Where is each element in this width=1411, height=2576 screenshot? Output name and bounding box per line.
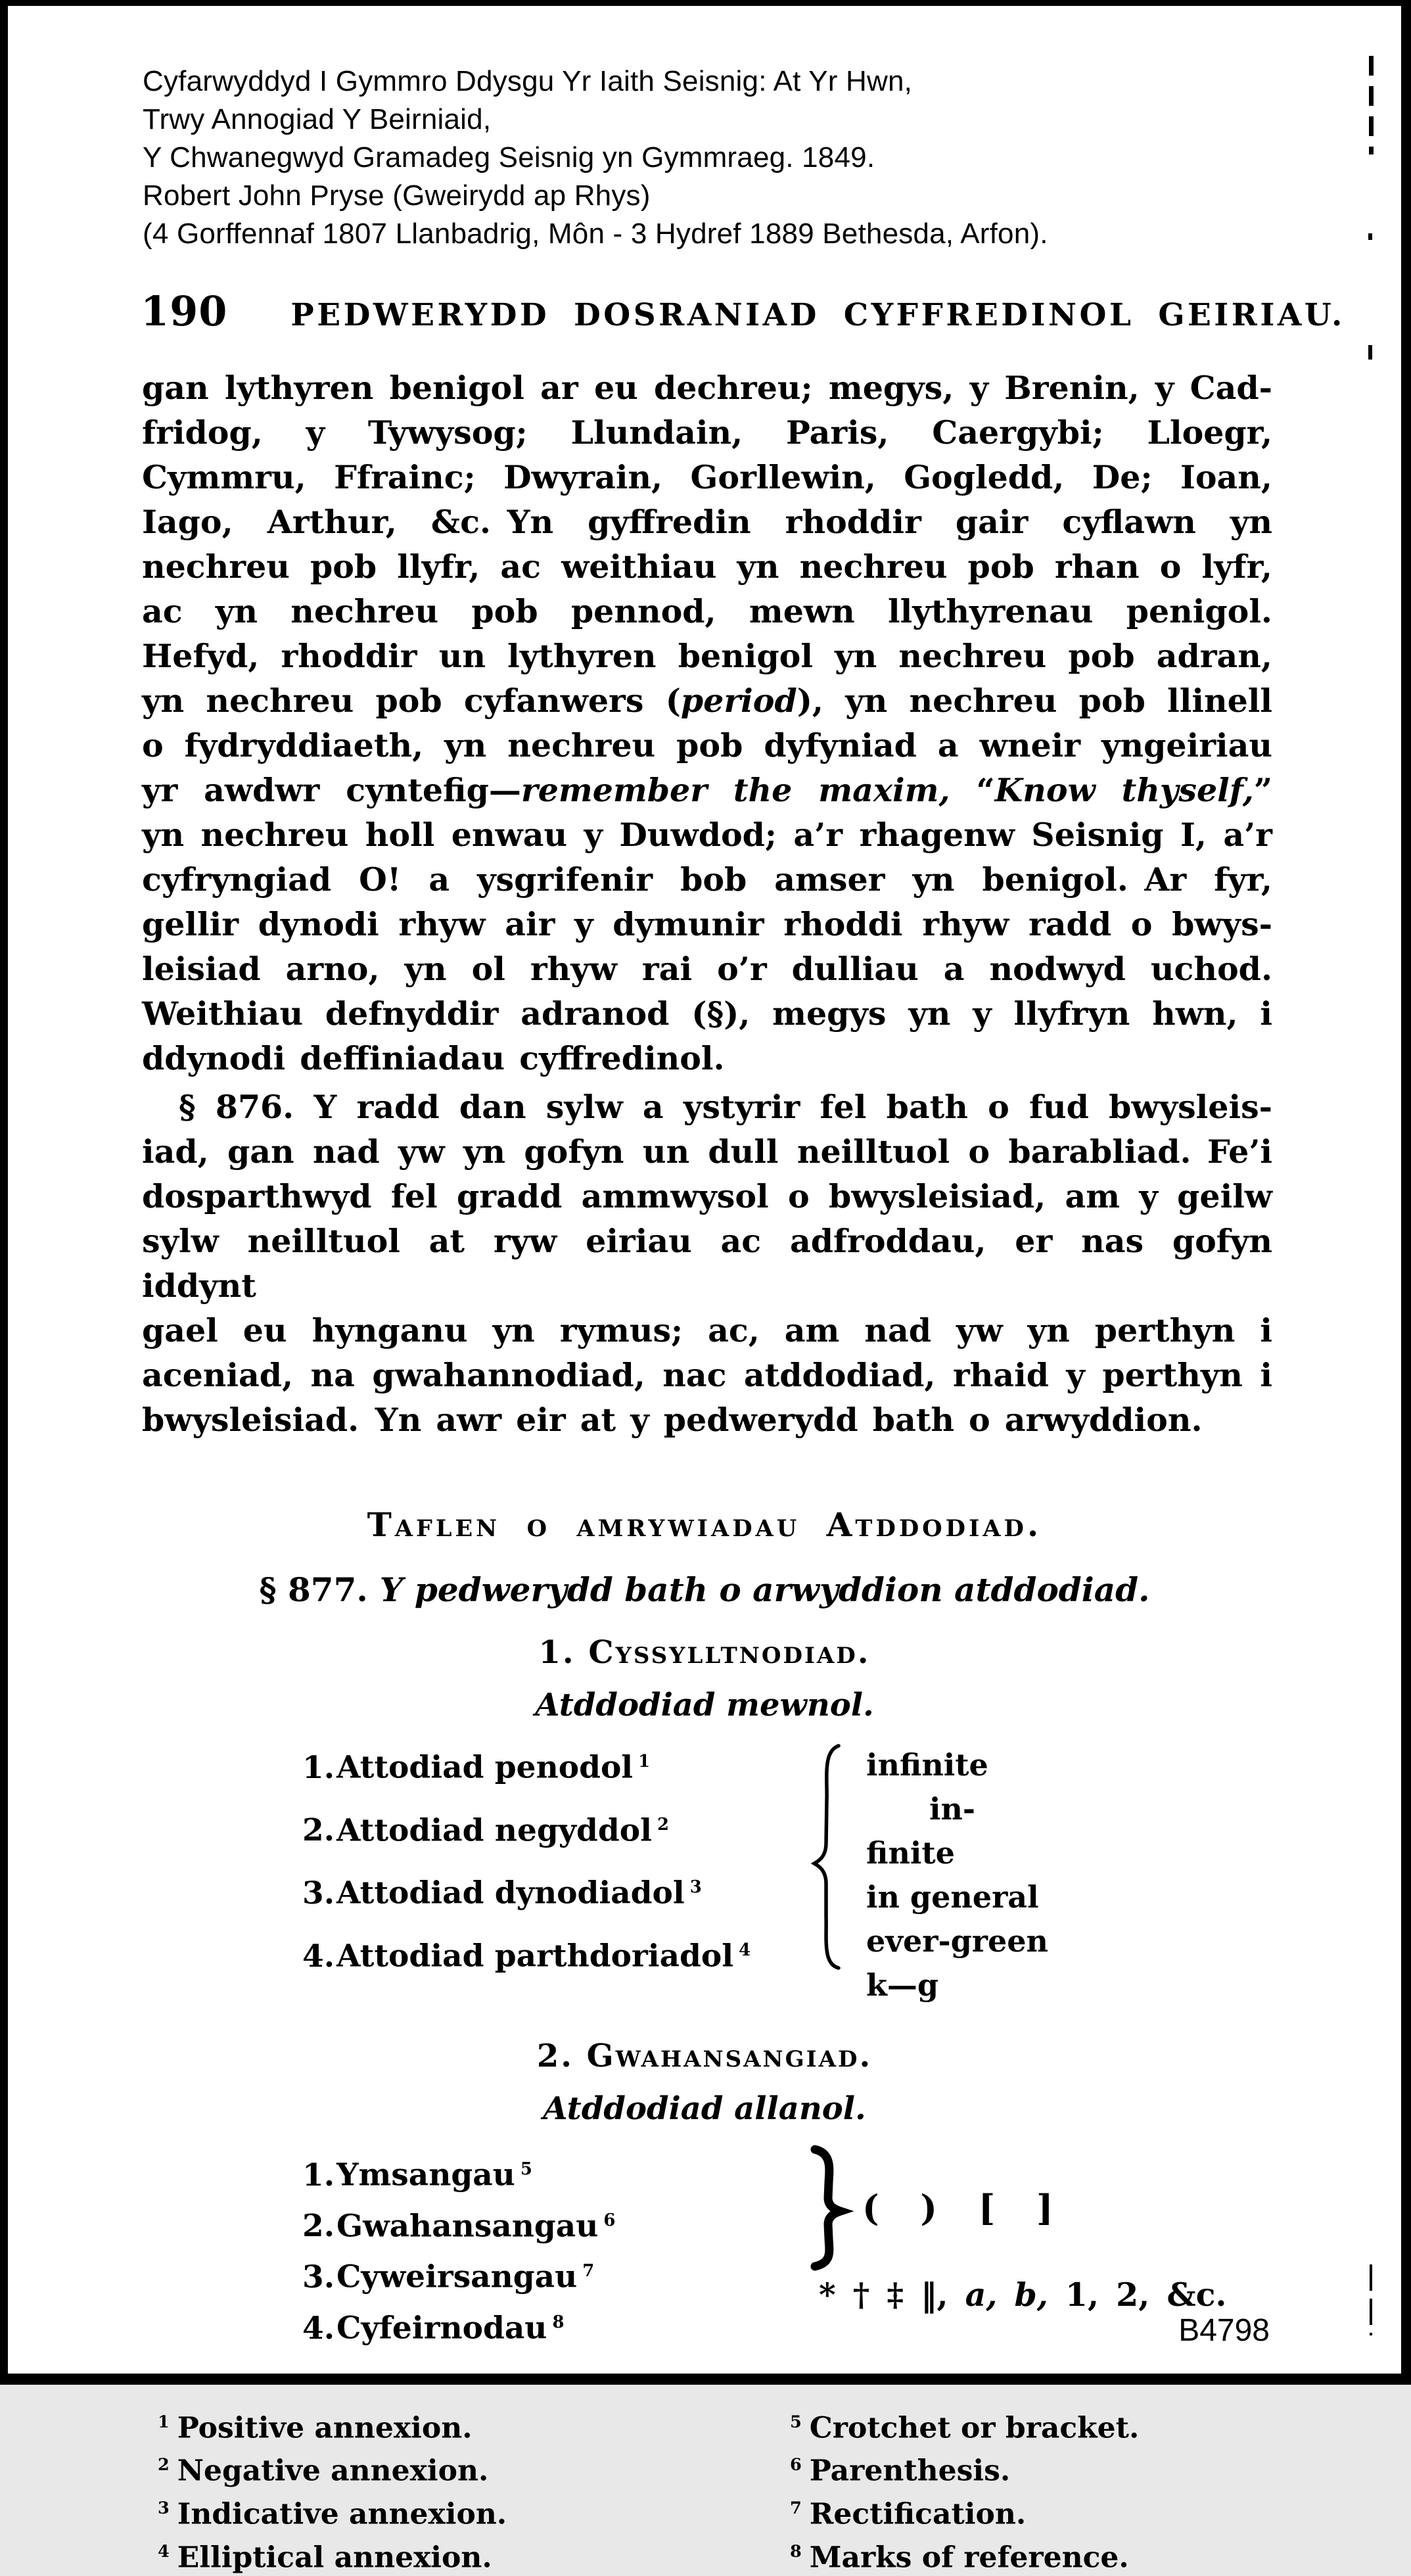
english-examples-list xyxy=(866,1743,1048,2007)
footnote xyxy=(790,2533,1139,2576)
footnote-text: Elliptical annexion. xyxy=(177,2541,492,2575)
scan-artifact-dashes xyxy=(1369,56,1374,154)
paragraph-876 xyxy=(142,1085,1272,1442)
example-item: k—g xyxy=(866,1967,939,2003)
example-item: in- xyxy=(929,1791,976,1827)
annexation-table-internal xyxy=(302,1743,1401,2007)
footnote-text: Parenthesis. xyxy=(809,2454,1011,2488)
text-line: ac yn nechreu pob pennod, mewn llythyrenau penigol. xyxy=(142,592,1272,630)
metadata-line: Y Chwanegwyd Gramadeg Seisnig yn Gymmraeg. 1849. xyxy=(143,141,875,174)
list-item xyxy=(302,1743,810,1787)
text-line xyxy=(142,768,1272,812)
item-label: Gwahansangau xyxy=(336,2208,599,2245)
list-item xyxy=(302,2300,810,2351)
text-line: leisiad arno, yn ol rhyw rai o’r dulliau a nodwyd uchod. xyxy=(142,950,1272,988)
item-number: 1. xyxy=(302,2157,335,2193)
bibliographic-metadata xyxy=(143,62,1401,253)
footnote-text: Indicative annexion. xyxy=(177,2497,507,2531)
footnote-reference: 5 xyxy=(520,2159,532,2179)
footnote xyxy=(158,2533,790,2576)
scan-artifact-dot xyxy=(1368,233,1372,240)
text-line: gan lythyren benigol ar eu dechreu; megys, y Brenin, y Cad- xyxy=(142,369,1272,407)
item-number: 2. xyxy=(302,1812,335,1849)
text-line: cyfryngiad O! a ysgrifenir bob amser yn benigol. Ar fyr, xyxy=(142,860,1272,899)
italic-symbol-segment: a, b, xyxy=(965,2276,1048,2314)
metadata-line: Trwy Annogiad Y Beirniaid, xyxy=(143,103,492,135)
section-877-heading xyxy=(8,1570,1401,1609)
footnote-text: Positive annexion. xyxy=(177,2411,473,2445)
punctuation-examples xyxy=(810,2147,1227,2314)
list-item xyxy=(302,1869,810,1912)
symbol-segment: * † ‡ ‖, xyxy=(819,2276,965,2314)
item-label: Ymsangau xyxy=(336,2157,515,2193)
footnote-column-left xyxy=(158,2404,790,2576)
paragraph-capital-letters xyxy=(142,365,1272,1081)
footnote-text: Marks of reference. xyxy=(809,2541,1129,2575)
item-label: Cyweirsangau xyxy=(336,2259,578,2295)
symbol-segment: 1, 2, &c. xyxy=(1048,2276,1227,2314)
footnotes xyxy=(158,2404,1401,2576)
bracket-symbols: ( ) [ ] xyxy=(862,2187,1061,2229)
footnote-text: Rectification. xyxy=(809,2497,1027,2531)
footnote xyxy=(158,2490,790,2533)
list-item xyxy=(302,2147,810,2198)
footnote-number: 1 xyxy=(158,2412,170,2432)
subsection-1-heading: 1. Cyssylltnodiad. xyxy=(538,1634,871,1671)
footnote xyxy=(790,2490,1139,2533)
section-title-italic: Y pedwerydd bath o arwyddion atddodiad. xyxy=(379,1570,1150,1609)
footnote-number: 6 xyxy=(790,2455,802,2475)
text-line: yn nechreu holl enwau y Duwdod; a’r rhagenw Seisnig I, a’r xyxy=(142,816,1272,854)
item-number: 4. xyxy=(302,2310,335,2347)
example-item: finite xyxy=(866,1835,955,1871)
item-label: Attodiad parthdoriadol xyxy=(336,1938,734,1975)
item-number: 3. xyxy=(302,1875,335,1911)
footnote-reference: 7 xyxy=(582,2261,595,2282)
subsection-1-subtitle: Atddodiad mewnol. xyxy=(535,1687,874,1723)
subsection-2-subtitle: Atddodiad allanol. xyxy=(543,2090,866,2127)
text-line: bwysleisiad. Yn awr eir at y pedwerydd bath o arwyddion. xyxy=(142,1401,1203,1439)
section-number: § 877. xyxy=(259,1570,368,1609)
footnote xyxy=(790,2404,1139,2447)
list-item xyxy=(302,2198,810,2249)
metadata-line: Robert John Pryse (Gweirydd ap Rhys) xyxy=(143,179,651,212)
text-line: Hefyd, rhoddir un lythyren benigol yn nechreu pob adran, xyxy=(142,637,1272,675)
footnote-column-right xyxy=(790,2404,1139,2576)
list-item xyxy=(302,2249,810,2300)
body-text xyxy=(142,365,1272,1442)
chapter-title: PEDWERYDD DOSRANIAD CYFFREDINOL GEIRIAU. xyxy=(290,297,1345,333)
welsh-terms-list xyxy=(302,2147,810,2351)
footnote-text: Crotchet or bracket. xyxy=(809,2411,1140,2445)
text-line: aceniad, na gwahannodiad, nac atddodiad, rhaid y perthyn i xyxy=(142,1356,1272,1394)
item-number: 3. xyxy=(302,2259,335,2295)
text-segment: “ xyxy=(950,771,995,809)
text-line: fridog, y Tywysog; Llundain, Paris, Caergybi; Lloegr, xyxy=(142,413,1272,452)
example-item: in general xyxy=(866,1879,1039,1915)
footnote-number: 4 xyxy=(158,2541,170,2562)
welsh-terms-list xyxy=(302,1743,810,1995)
text-line: ddynodi deffiniadau cyffredinol. xyxy=(142,1039,725,1077)
footnote-number: 3 xyxy=(158,2498,170,2518)
list-item xyxy=(302,1932,810,1975)
text-segment: ), yn nechreu pob llinell xyxy=(797,682,1272,720)
left-brace-glyph xyxy=(810,1743,846,1971)
text-line: o fydryddiaeth, yn nechreu pob dyfyniad a wneir yngeiriau xyxy=(142,726,1272,764)
table-title: Taflen o amrywiadau Atddodiad. xyxy=(367,1505,1042,1544)
item-number: 4. xyxy=(302,1938,335,1975)
text-line: Weithiau defnyddir adranod (§), megys yn y llyfryn hwn, i xyxy=(142,995,1272,1033)
text-line: Cymmru, Ffrainc; Dwyrain, Gorllewin, Gogledd, De; Ioan, xyxy=(142,458,1272,496)
scan-artifact-line xyxy=(1370,2264,1372,2335)
text-line: Iago, Arthur, &c. Yn gyffredin rhoddir gair cyflawn yn xyxy=(142,503,1272,541)
item-label: Cyfeirnodau xyxy=(336,2310,547,2347)
footnote xyxy=(158,2404,790,2447)
italic-text-segment: remember the maxim, xyxy=(520,771,950,809)
example-item: infinite xyxy=(866,1747,988,1783)
footnote-number: 7 xyxy=(790,2498,802,2518)
bold-italic-text-segment: Know thyself, xyxy=(994,771,1254,809)
item-number: 1. xyxy=(302,1749,335,1786)
footnote-reference: 2 xyxy=(657,1814,669,1835)
footnote-reference: 8 xyxy=(552,2312,565,2332)
page-number: 190 xyxy=(141,287,228,335)
footnote xyxy=(158,2447,790,2490)
item-label: Attodiad penodol xyxy=(336,1749,634,1786)
reference-mark-symbols xyxy=(819,2276,1227,2314)
text-line: dosparthwyd fel gradd ammwysol o bwysleisiad, am y geilw xyxy=(142,1177,1272,1215)
metadata-line: Cyfarwyddyd I Gymmro Ddysgu Yr Iaith Seisnig: At Yr Hwn, xyxy=(143,65,913,97)
footnote-number: 8 xyxy=(790,2541,802,2562)
plate-mark: B4798 xyxy=(1178,2313,1270,2348)
text-line: nechreu pob llyfr, ac weithiau yn nechreu pob rhan o lyfr, xyxy=(142,548,1272,586)
example-item: ever-green xyxy=(866,1923,1048,1959)
footnote-number: 5 xyxy=(790,2412,802,2432)
list-item xyxy=(302,1806,810,1850)
text-segment: ” xyxy=(1253,771,1272,809)
text-line: iad, gan nad yw yn gofyn un dull neilltuol o barabliad. Fe’i xyxy=(142,1133,1272,1171)
running-head xyxy=(141,287,1345,335)
footnote-reference: 3 xyxy=(689,1877,702,1898)
scan-artifact-dot xyxy=(1368,345,1372,360)
text-line: § 876. Y radd dan sylw a ystyrir fel bath o fud bwysleis- xyxy=(179,1088,1272,1126)
item-number: 2. xyxy=(302,2208,335,2245)
text-segment: yn nechreu pob cyfanwers ( xyxy=(142,682,681,720)
footnote-text: Negative annexion. xyxy=(177,2454,489,2488)
footnote xyxy=(790,2447,1139,2490)
item-label: Attodiad dynodiadol xyxy=(336,1875,685,1911)
text-line xyxy=(142,678,1272,723)
item-label: Attodiad negyddol xyxy=(336,1812,652,1849)
footnote-reference: 6 xyxy=(603,2210,616,2230)
text-segment: yr awdwr cyntefig— xyxy=(142,771,521,809)
text-line: gael eu hynganu yn rymus; ac, am nad yw yn perthyn i xyxy=(142,1311,1272,1349)
text-line: sylw neilltuol at ryw eiriau ac adfroddau, er nas gofyn iddynt xyxy=(142,1222,1272,1305)
metadata-line: (4 Gorffennaf 1807 Llanbadrig, Môn - 3 Hydref 1889 Bethesda, Arfon). xyxy=(143,218,1048,250)
subsection-2-heading: 2. Gwahansangiad. xyxy=(536,2038,873,2074)
text-line: gellir dynodi rhyw air y dymunir rhoddi rhyw radd o bwys- xyxy=(142,905,1272,943)
footnote-number: 2 xyxy=(158,2455,170,2475)
footnote-reference: 4 xyxy=(739,1940,751,1960)
footnote-reference: 1 xyxy=(638,1752,651,1771)
italic-text-segment: period xyxy=(680,682,797,720)
right-brace-glyph xyxy=(810,2147,846,2269)
